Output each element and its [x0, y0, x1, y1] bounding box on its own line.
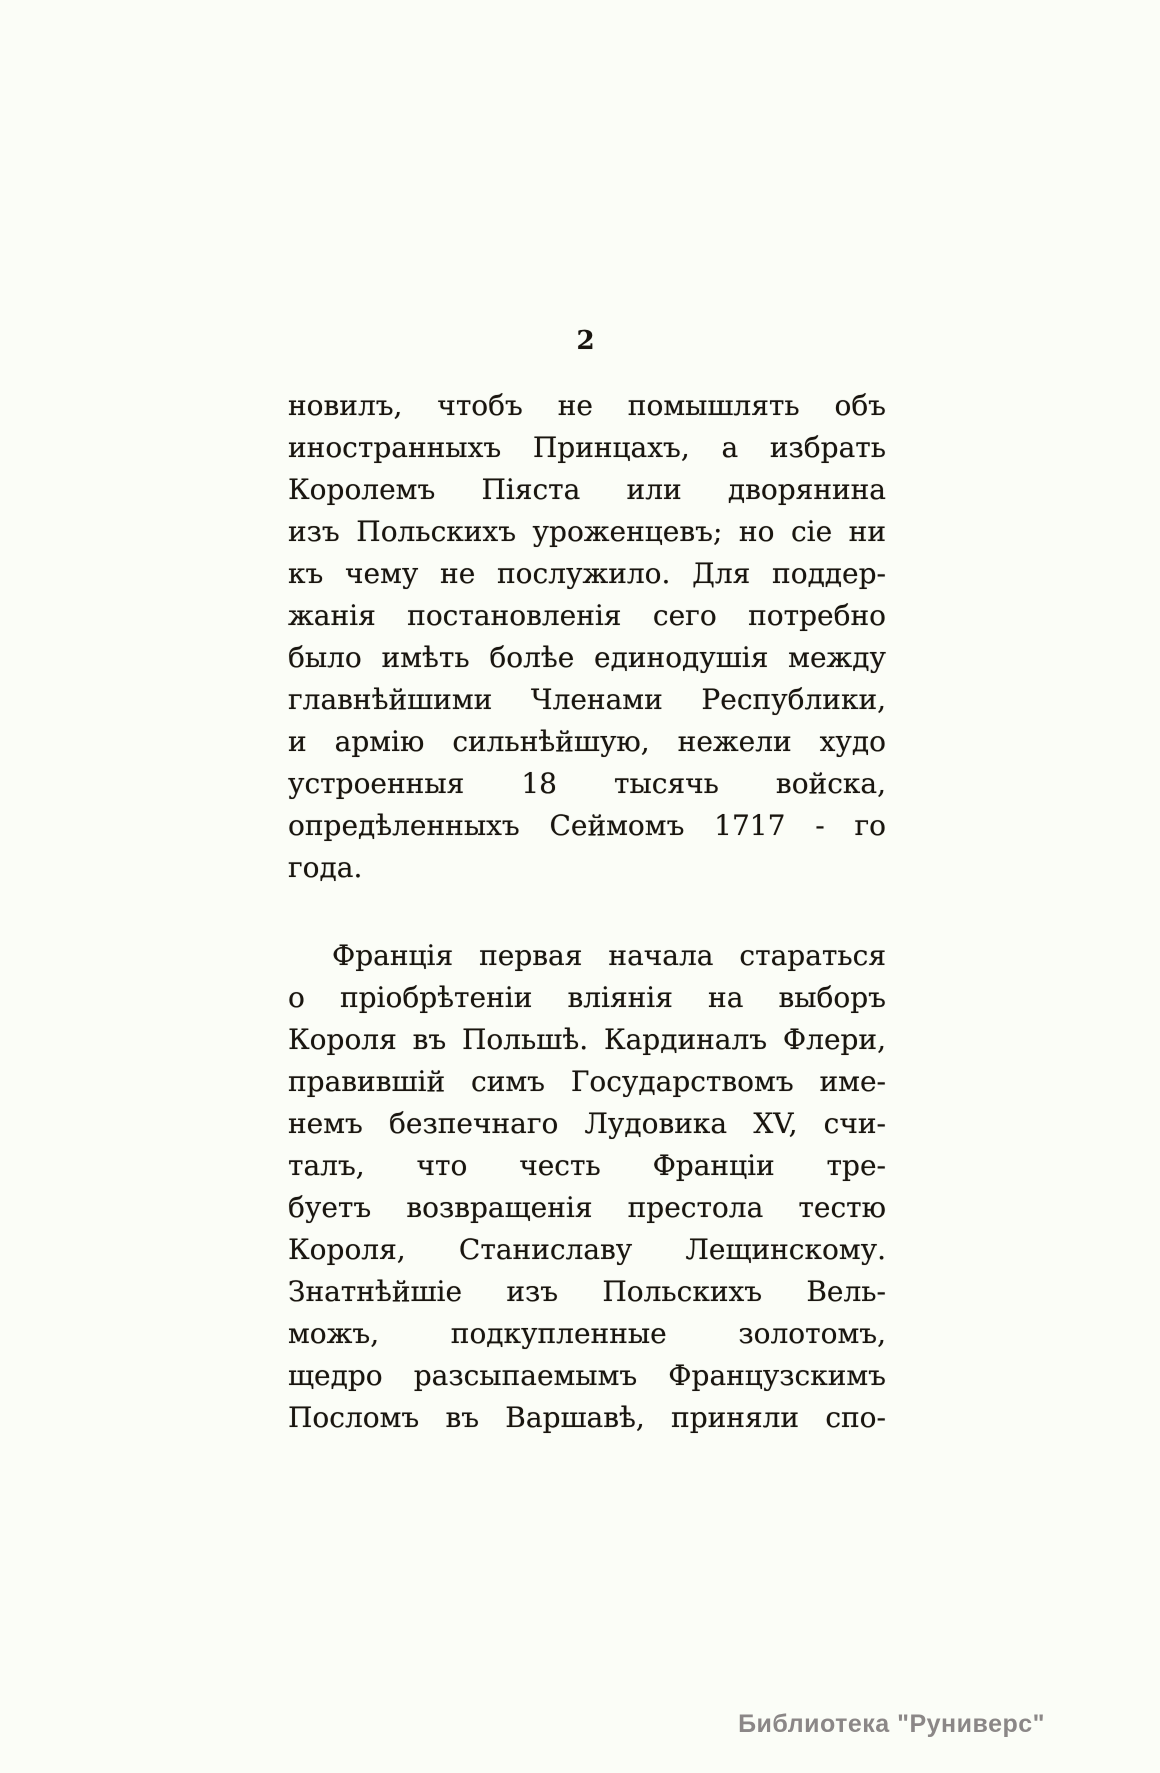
text-line: можъ, подкупленные золотомъ,	[288, 1317, 886, 1350]
text-line: къ чему не послужило. Для поддер-	[288, 557, 886, 590]
text-line: талъ, что честь Франціи тре-	[288, 1149, 886, 1182]
text-line: немъ безпечнаго Лудовика XV, счи-	[288, 1107, 886, 1140]
text-line: Франція первая начала стараться	[332, 939, 886, 972]
text-line: правившій симъ Государствомъ име-	[288, 1065, 886, 1098]
text-line: года.	[288, 851, 363, 884]
text-line: Знатнѣйшіе изъ Польскихъ Вель-	[288, 1275, 886, 1308]
text-line: щедро разсыпаемымъ Французскимъ	[288, 1359, 886, 1392]
text-line: буетъ возвращенія престола тестю	[288, 1191, 886, 1224]
text-line: новилъ, чтобъ не помышлять объ	[288, 389, 886, 422]
text-line: было имѣть болѣе единодушія между	[288, 641, 886, 674]
text-line: изъ Польскихъ уроженцевъ; но сіе ни	[288, 515, 886, 548]
text-line: опредѣленныхъ Сеймомъ 1717 - го	[288, 809, 886, 842]
text-line: иностранныхъ Принцахъ, а избрать	[288, 431, 886, 464]
page-number: 2	[576, 326, 596, 356]
runivers-library-watermark: Библиотека "Руниверс"	[738, 1710, 1045, 1738]
text-line: устроенныя 18 тысячь войска,	[288, 767, 886, 800]
text-line: Посломъ въ Варшавѣ, приняли спо-	[288, 1401, 886, 1434]
paragraph-2	[288, 935, 886, 1439]
text-block	[288, 385, 886, 1439]
text-line: и армію сильнѣйшую, нежели худо	[288, 725, 886, 758]
text-line: главнѣйшими Членами Республики,	[288, 683, 886, 716]
text-line: о пріобрѣтеніи вліянія на выборъ	[288, 981, 886, 1014]
text-line: жанія постановленія сего потребно	[288, 599, 886, 632]
paragraph-1	[288, 385, 886, 889]
text-line: Короля, Станиславу Лещинскому.	[288, 1233, 886, 1266]
text-line: Королемъ Піяста или дворянина	[288, 473, 886, 506]
text-line: Короля въ Польшѣ. Кардиналъ Флери,	[288, 1023, 886, 1056]
